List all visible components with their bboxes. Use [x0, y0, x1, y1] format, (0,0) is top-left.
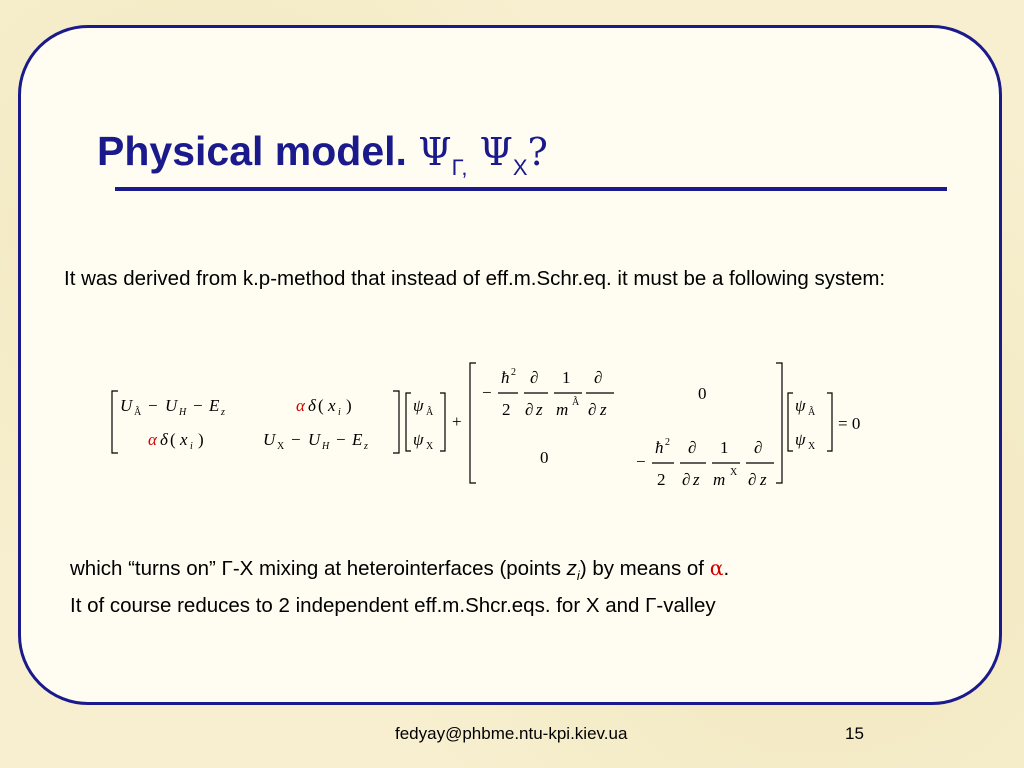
eq-a11-partial2-bot: ∂ [588, 400, 597, 419]
eq-equals-zero: = 0 [838, 414, 861, 433]
eq-a22-m: m [713, 470, 726, 489]
eq-a11-m: m [556, 400, 569, 419]
explanation-text-1: which “turns on” Γ-X mixing at heterointerfaces (points [70, 557, 567, 580]
eq-m22-U: U [263, 430, 276, 449]
eq-m21-x: x [180, 430, 188, 449]
eq-a22-z: z [693, 470, 700, 489]
eq-m21-delta: δ [160, 430, 168, 449]
eq-m12-lp: ( [318, 396, 324, 415]
intro-paragraph: It was derived from k.p-method that instead of eff.m.Schr.eq. it must be a following system: [64, 267, 886, 290]
eq-a11-minus: − [482, 383, 492, 402]
eq-m22-E: E [352, 430, 363, 449]
eq-a22-z2: z [760, 470, 767, 489]
eq-psi1-bottom-sub: X [426, 441, 434, 452]
eq-a11-m-sup: Ã [572, 397, 580, 408]
explanation-z: z [566, 557, 577, 580]
eq-a22-two: 2 [657, 470, 666, 489]
eq-m22-sub-z: z [364, 441, 368, 452]
explanation-z-sub: i [576, 568, 580, 584]
eq-m11-minus1: − [148, 396, 158, 415]
eq-m22-sub-X: X [277, 441, 285, 452]
eq-a22-partial-bot: ∂ [682, 470, 691, 489]
eq-a11-partial2-top: ∂ [594, 368, 603, 387]
eq-plus: + [452, 412, 462, 431]
eq-psi2-bottom: ψ [795, 430, 806, 449]
eq-m12-sub-i: i [338, 407, 341, 418]
eq-m11-sub-G: Ã [134, 407, 142, 418]
eq-m11-UH: U [165, 396, 178, 415]
title-text: Physical model. [97, 128, 419, 174]
eq-m21-lp: ( [170, 430, 176, 449]
explanation-period: . [723, 557, 730, 580]
footer-email: fedyay@phbme.ntu-kpi.kiev.ua [395, 724, 628, 743]
eq-a11-one: 1 [562, 368, 571, 387]
title-subscript-gamma: Γ, [451, 155, 468, 180]
eq-a22-hbar: ħ [655, 438, 664, 457]
eq-psi1-top-sub: Ã [426, 407, 434, 418]
eq-m21-sub-i: i [190, 441, 193, 452]
eq-psi1-bottom: ψ [413, 430, 424, 449]
eq-m12-rp: ) [346, 396, 352, 415]
eq-m22-sub-H: H [322, 441, 330, 452]
eq-m21-rp: ) [198, 430, 204, 449]
explanation-text-2: ) by means of [579, 557, 710, 580]
eq-m12-x: x [328, 396, 336, 415]
eq-psi2-top-sub: Ã [808, 407, 816, 418]
eq-a11-hbar: ħ [501, 368, 510, 387]
title-question-mark: ? [527, 130, 548, 174]
eq-a11-z: z [536, 400, 543, 419]
eq-m21-alpha: α [148, 430, 157, 449]
eq-a22-partial2-bot: ∂ [748, 470, 757, 489]
eq-a11-two: 2 [502, 400, 511, 419]
eq-psi1-top: ψ [413, 396, 424, 415]
eq-psi2-top: ψ [795, 396, 806, 415]
eq-a22-partial-top: ∂ [688, 438, 697, 457]
title-psi-symbol: Ψ [418, 130, 452, 174]
eq-a11-z2: z [600, 400, 607, 419]
eq-m11-E: E [209, 396, 220, 415]
slide-title [97, 128, 548, 180]
eq-m22-minus2: − [336, 430, 346, 449]
page-number: 15 [845, 724, 864, 743]
eq-m11-minus2: − [193, 396, 203, 415]
eq-m11-sub-H: H [179, 407, 187, 418]
eq-a22-partial2-top: ∂ [754, 438, 763, 457]
eq-m11-sub-z: z [221, 407, 225, 418]
eq-a12-zero: 0 [698, 384, 707, 403]
explanation-line-2: It of course reduces to 2 independent eff.m.Shcr.eqs. for X and Γ-valley [70, 594, 716, 618]
title-psi-symbol-2: Ψ [467, 130, 513, 174]
eq-a22-m-sup: X [730, 467, 738, 478]
eq-a22-sq: 2 [665, 437, 670, 448]
equation-system [100, 355, 900, 495]
eq-a22-minus: − [636, 452, 646, 471]
eq-m22-minus1: − [291, 430, 301, 449]
eq-a22-one: 1 [720, 438, 729, 457]
explanation-alpha: α [709, 556, 724, 580]
eq-m11-U: U [120, 396, 133, 415]
eq-a11-sq: 2 [511, 367, 516, 378]
eq-a21-zero: 0 [540, 448, 549, 467]
eq-m22-UH: U [308, 430, 321, 449]
title-subscript-x: X [512, 155, 528, 180]
eq-a11-partial-bot: ∂ [525, 400, 534, 419]
explanation-paragraph [70, 553, 930, 621]
eq-m12-alpha: α [296, 396, 305, 415]
eq-a11-partial-top: ∂ [530, 368, 539, 387]
title-underline [115, 187, 947, 191]
eq-psi2-bottom-sub: X [808, 441, 816, 452]
eq-m12-delta: δ [308, 396, 316, 415]
